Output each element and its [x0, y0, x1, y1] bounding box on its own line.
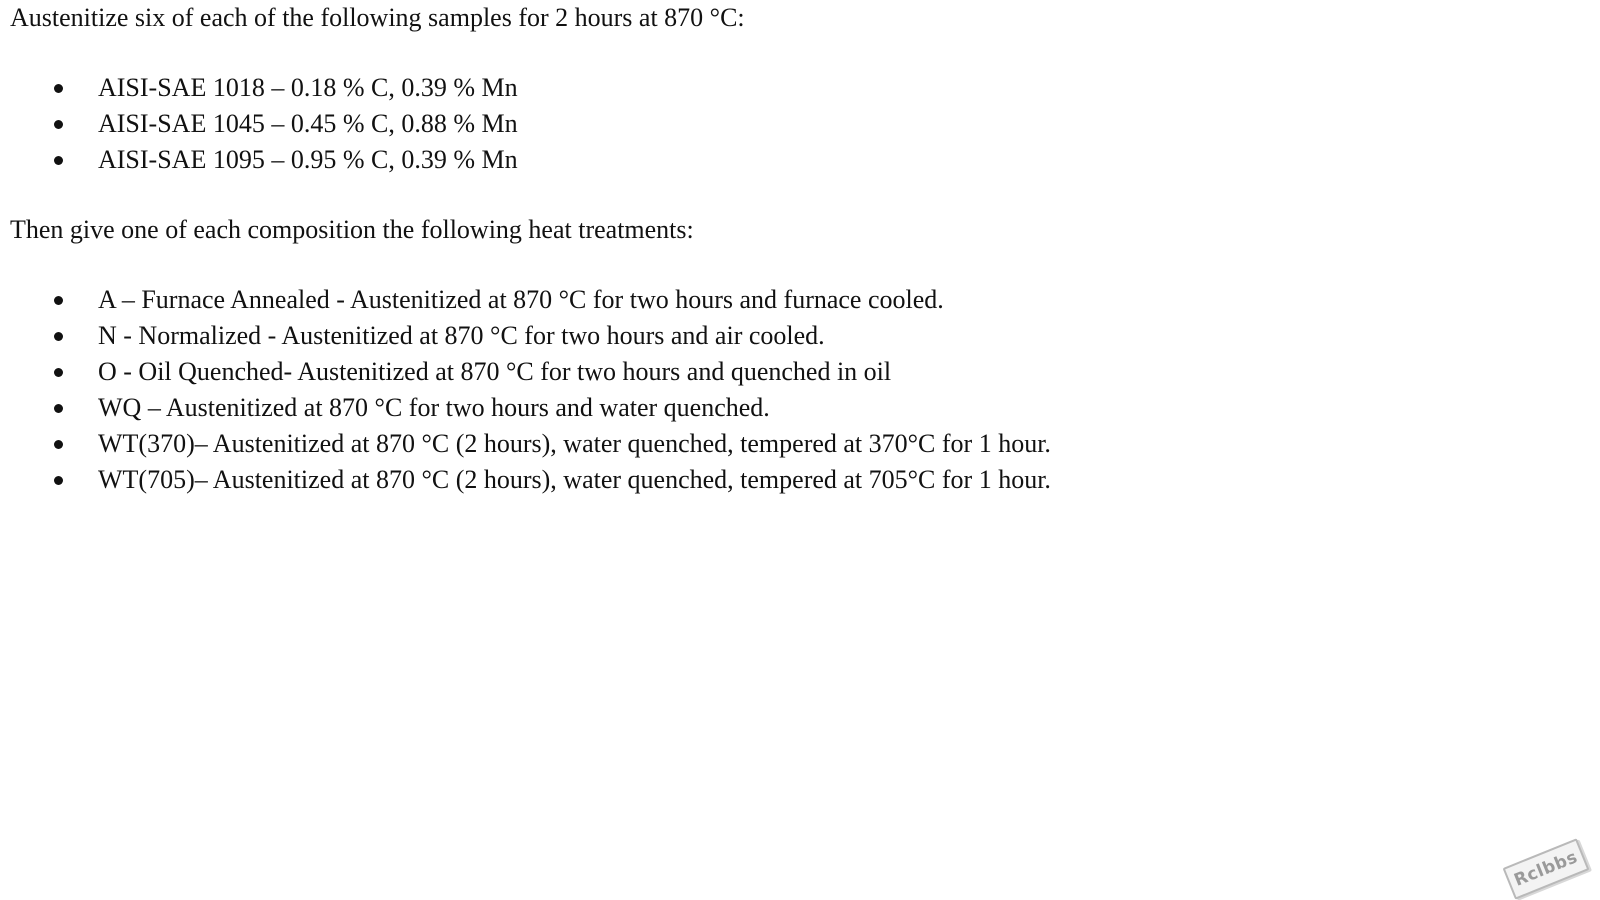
- treatment-text: O - Oil Quenched- Austenitized at 870 °C for two hours and quenched in oil: [98, 357, 892, 386]
- list-item: [10, 426, 1570, 462]
- watermark-text: Rclbbs: [1511, 847, 1581, 891]
- treatment-text: N - Normalized - Austenitized at 870 °C for two hours and air cooled.: [98, 321, 825, 350]
- document-body: [10, 0, 1570, 498]
- sample-text: AISI-SAE 1018 – 0.18 % C, 0.39 % Mn: [98, 73, 518, 102]
- bullet-icon: [54, 84, 63, 93]
- list-item: [10, 390, 1570, 426]
- watermark-stamp: [1503, 838, 1590, 899]
- treatment-text: A – Furnace Annealed - Austenitized at 870 °C for two hours and furnace cooled.: [98, 285, 944, 314]
- bullet-icon: [54, 368, 63, 377]
- list-item: [10, 142, 1570, 178]
- bullet-icon: [54, 156, 63, 165]
- sample-text: AISI-SAE 1045 – 0.45 % C, 0.88 % Mn: [98, 109, 518, 138]
- then-paragraph: Then give one of each composition the following heat treatments:: [10, 215, 694, 244]
- bullet-icon: [54, 296, 63, 305]
- list-item: [10, 318, 1570, 354]
- samples-list: [10, 70, 1570, 178]
- treatment-text: WQ – Austenitized at 870 °C for two hours and water quenched.: [98, 393, 770, 422]
- list-item: [10, 70, 1570, 106]
- list-item: [10, 462, 1570, 498]
- bullet-icon: [54, 332, 63, 341]
- bullet-icon: [54, 120, 63, 129]
- bullet-icon: [54, 440, 63, 449]
- list-item: [10, 282, 1570, 318]
- list-item: [10, 106, 1570, 142]
- bullet-icon: [54, 404, 63, 413]
- intro-paragraph: Austenitize six of each of the following samples for 2 hours at 870 °C:: [10, 3, 745, 32]
- treatment-text: WT(370)– Austenitized at 870 °C (2 hours), water quenched, tempered at 370°C for 1 hour.: [98, 429, 1051, 458]
- treatments-list: [10, 282, 1570, 498]
- sample-text: AISI-SAE 1095 – 0.95 % C, 0.39 % Mn: [98, 145, 518, 174]
- treatment-text: WT(705)– Austenitized at 870 °C (2 hours), water quenched, tempered at 705°C for 1 hour.: [98, 465, 1051, 494]
- bullet-icon: [54, 476, 63, 485]
- list-item: [10, 354, 1570, 390]
